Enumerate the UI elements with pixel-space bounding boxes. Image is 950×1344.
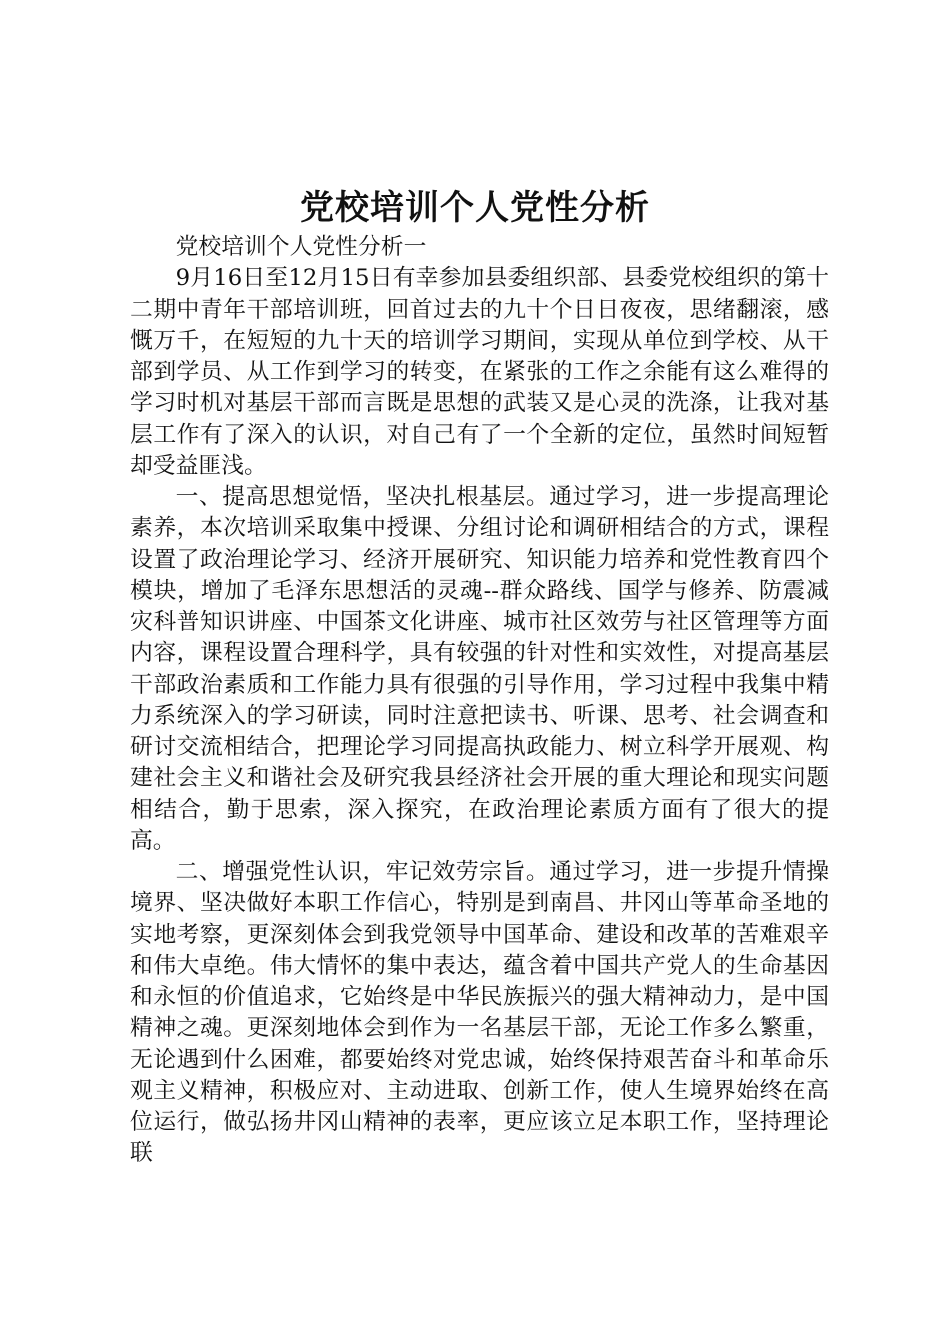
section-one-paragraph: 一、提高思想觉悟，坚决扎根基层。通过学习，进一步提高理论素养，本次培训采取集中授课、分组讨论和调研相结合的方式，课程设置了政治理论学习、经济开展研究、知识能力培养和党性教育四个模块，增加了毛泽东思想活的灵魂--群众路线、国学与修养、防震减灾科普知识讲座、中国茶文化讲座、城市社区效劳与社区管理等方面内容，课程设置合理科学，具有较强的针对性和实效性，对提高基层干部政治素质和工作能力具有很强的引导作用，学习过程中我集中精力系统深入的学习研读，同时注意把读书、听课、思考、社会调查和研讨交流相结合，把理论学习同提高执政能力、树立科学开展观、构建社会主义和谐社会及研究我县经济社会开展的重大理论和现实问题相结合，勤于思索，深入探究，在政治理论素质方面有了很大的提高。 (130, 484, 829, 854)
document-body (130, 232, 829, 1170)
document-title: 党校培训个人党性分析 (300, 188, 650, 228)
section-two-paragraph: 二、增强党性认识，牢记效劳宗旨。通过学习，进一步提升情操境界、坚决做好本职工作信心，特别是到南昌、井冈山等革命圣地的实地考察，更深刻体会到我党领导中国革命、建设和改革的苦难艰辛和伟大卓绝。伟大情怀的集中表达，蕴含着中国共产党人的生命基因和永恒的价值追求，它始终是中华民族振兴的强大精神动力，是中国精神之魂。更深刻地体会到作为一名基层干部，无论工作多么繁重，无论遇到什么困难，都要始终对党忠诚，始终保持艰苦奋斗和革命乐观主义精神，积极应对、主动进取、创新工作，使人生境界始终在高位运行，做弘扬井冈山精神的表率，更应该立足本职工作，坚持理论联 (130, 859, 829, 1167)
intro-paragraph: 9月16日至12月15日有幸参加县委组织部、县委党校组织的第十二期中青年干部培训班，回首过去的九十个日日夜夜，思绪翻滚，感慨万千，在短短的九十天的培训学习期间，实现从单位到学校、从干部到学员、从工作到学习的转变，在紧张的工作之余能有这么难得的学习时机对基层干部而言既是思想的武装又是心灵的洗涤，让我对基层工作有了深入的认识，对自己有了一个全新的定位，虽然时间短暂却受益匪浅。 (130, 265, 829, 479)
subtitle-paragraph: 党校培训个人党性分析一 (175, 234, 427, 260)
